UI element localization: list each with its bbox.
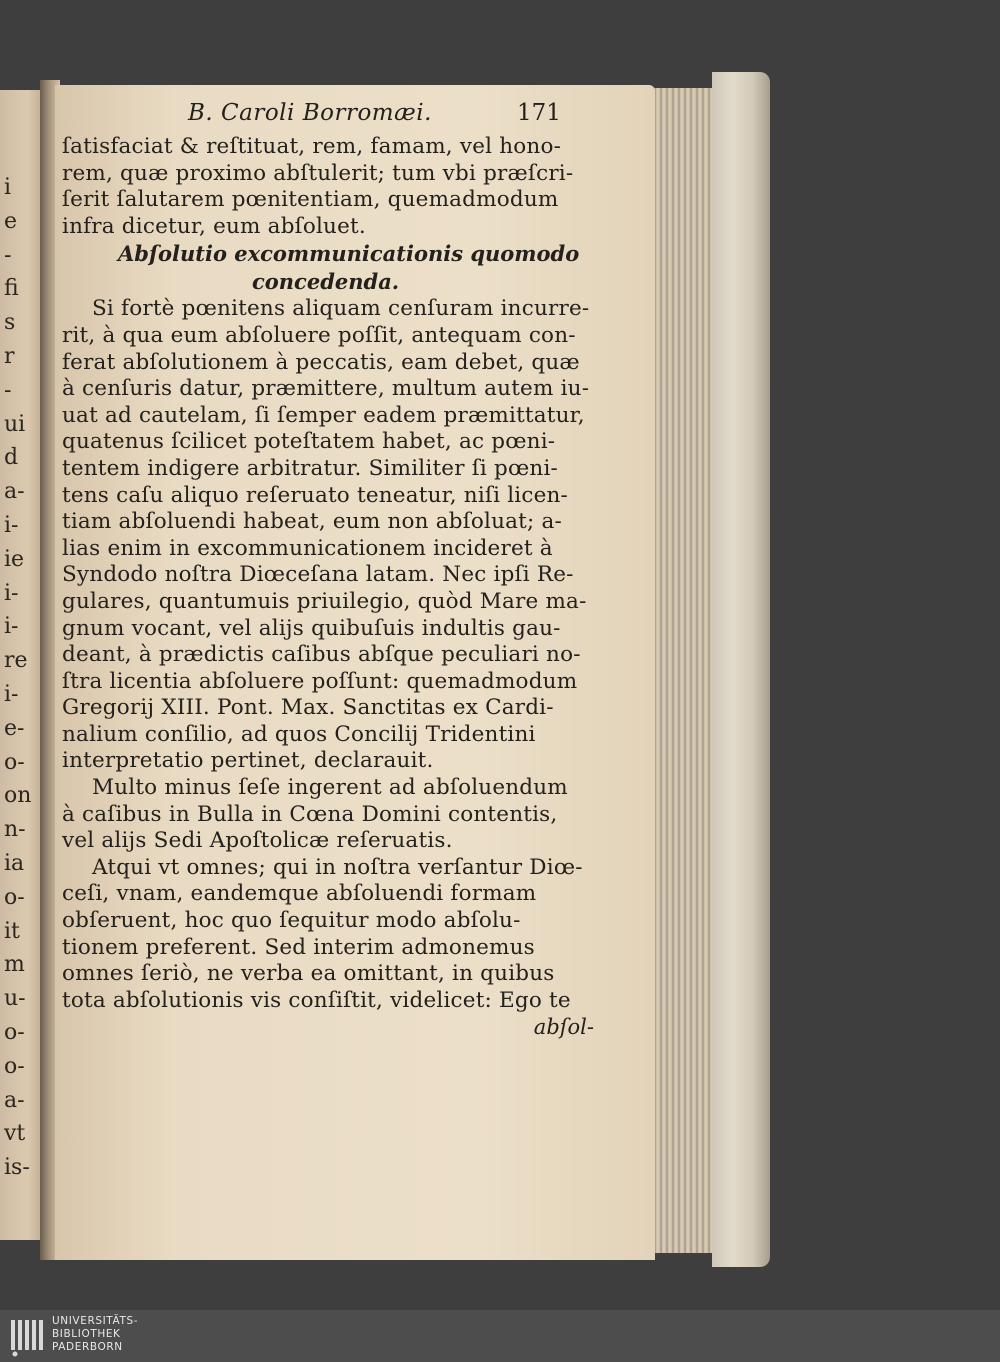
- text-line: uat ad cautelam, ſi ſemper eadem præmittatur,: [62, 402, 585, 428]
- left-page-fragment: i-: [4, 513, 19, 538]
- text-line: rem, quæ proximo abſtulerit; tum vbi præſcri-: [62, 160, 574, 186]
- paragraph-4: [62, 855, 602, 1015]
- text-line: tens caſu aliquo reſeruato teneatur, niſi licen-: [62, 482, 569, 508]
- text-line: gnum vocant, vel alijs quibuſuis indultis gau-: [62, 615, 561, 641]
- left-page-fragment: o-: [4, 749, 25, 775]
- left-page-fragment: r: [4, 344, 15, 369]
- text-line: ferat abſolutionem à peccatis, eam debet, quæ: [62, 349, 580, 375]
- left-page-fragment: -: [4, 242, 12, 268]
- left-page-fragment: e-: [4, 715, 25, 741]
- library-footer-bar: [0, 1310, 1000, 1362]
- paragraph-2: [62, 296, 602, 775]
- text-line: tentem indigere arbitratur. Similiter ſi pœni-: [62, 455, 558, 481]
- text-line: obſeruent, hoc quo ſequitur modo abſolu-: [62, 908, 521, 934]
- left-page-fragment: o-: [4, 1053, 25, 1079]
- text-line: à caſibus in Bulla in Cœna Domini contentis,: [62, 801, 558, 827]
- left-page-fragment: ie: [4, 546, 25, 572]
- left-page-fragment: m: [4, 952, 25, 978]
- left-page-fragment: ui: [4, 411, 26, 437]
- paragraph-1: [62, 134, 602, 240]
- library-name: [52, 1315, 138, 1354]
- text-line: Gregorij XIII. Pont. Max. Sanctitas ex Cardi-: [62, 695, 554, 721]
- left-page-fragment: fi: [4, 276, 19, 302]
- left-page-fragment: o-: [4, 1020, 25, 1045]
- page-text-block: [62, 100, 602, 1040]
- text-line: lias enim in excommunicationem incideret à: [62, 535, 553, 561]
- left-page-fragment: s: [4, 310, 16, 336]
- left-page-fragment: a-: [4, 479, 25, 505]
- left-page-fragment: ia: [4, 851, 25, 876]
- book-cover-edge: [712, 72, 770, 1267]
- section-heading: Abſolutio excommunicationis quomodo: [118, 241, 580, 267]
- library-name-line-2: BIBLIOTHEK: [52, 1328, 121, 1340]
- left-page-fragment: a-: [4, 1087, 25, 1113]
- text-line: rit, à qua eum abſoluere poſſit, antequam con-: [62, 322, 576, 348]
- left-page-fragment: i-: [4, 614, 19, 640]
- left-page-fragment: it: [4, 918, 20, 944]
- text-line: Syndodo noſtra Diœceſana latam. Nec ipſi Re-: [62, 562, 574, 588]
- left-page-fragment: on: [4, 783, 32, 809]
- left-page-fragment: d: [4, 445, 19, 471]
- text-line: deant, à prædictis caſibus abſque peculiari no-: [62, 642, 581, 668]
- left-page-fragment: u-: [4, 986, 26, 1012]
- left-page-fragment: is-: [4, 1155, 30, 1181]
- text-line: quatenus ſcilicet poteſtatem habet, ac pœni-: [62, 429, 556, 455]
- text-line: gulares, quantumuis priuilegio, quòd Mare ma-: [62, 588, 587, 614]
- library-name-line-3: PADERBORN: [52, 1341, 123, 1353]
- text-line: nalium conſilio, ad quos Concilij Tridentini: [62, 721, 536, 747]
- page-number: 171: [517, 100, 561, 126]
- catchword: abſol-: [533, 1015, 594, 1040]
- text-line: Multo minus ſeſe ingerent ad abſoluendum: [92, 775, 568, 801]
- text-line: à cenſuris datur, præmittere, multum autem iu-: [62, 376, 590, 402]
- running-title: B. Caroli Borromæi.: [188, 100, 432, 126]
- left-page-fragment: e: [4, 208, 18, 234]
- text-line: tiam abſoluendi habeat, eum non abſoluat; a-: [62, 509, 562, 535]
- left-page-fragment: i-: [4, 580, 19, 606]
- left-page-fragment: n-: [4, 817, 26, 843]
- text-line: Si fortè pœnitens aliquam cenſuram incurre-: [92, 296, 590, 322]
- text-line: omnes ſeriò, ne verba ea omittant, in quibus: [62, 961, 555, 987]
- text-line: ceſi, vnam, eandemque abſoluendi formam: [62, 881, 537, 907]
- text-line: tionem preferent. Sed interim admonemus: [62, 934, 535, 960]
- text-line: vel alijs Sedi Apoſtolicæ reſeruatis.: [62, 828, 453, 854]
- section-heading-continued: concedenda.: [252, 269, 400, 295]
- left-page-fragment: re: [4, 648, 28, 674]
- left-page-fragment: vt: [4, 1121, 26, 1147]
- text-line: ſatisfaciat & reſtituat, rem, famam, vel hono-: [62, 134, 562, 159]
- text-line: tota abſolutionis vis conſiſtit, videlicet: Ego te: [62, 987, 571, 1013]
- left-page-fragment: i-: [4, 682, 19, 707]
- text-line: Atqui vt omnes; qui in noſtra verſantur Diœ-: [92, 854, 583, 880]
- library-logo-icon: [8, 1316, 46, 1358]
- paragraph-3: [62, 775, 602, 855]
- text-line: ſerit ſalutarem pœnitentiam, quemadmodum: [62, 187, 559, 213]
- library-name-line-1: UNIVERSITÄTS-: [52, 1315, 139, 1327]
- text-line: ſtra licentia abſoluere poſſunt: quemadmodum: [62, 668, 578, 694]
- page-header: [62, 100, 602, 134]
- left-page-fragment: o-: [4, 884, 25, 910]
- left-page-fragment: i: [4, 175, 12, 200]
- text-line: infra dicetur, eum abſoluet.: [62, 213, 366, 239]
- text-line: interpretatio pertinet, declarauit.: [62, 748, 434, 774]
- left-page-fragment: -: [4, 377, 12, 403]
